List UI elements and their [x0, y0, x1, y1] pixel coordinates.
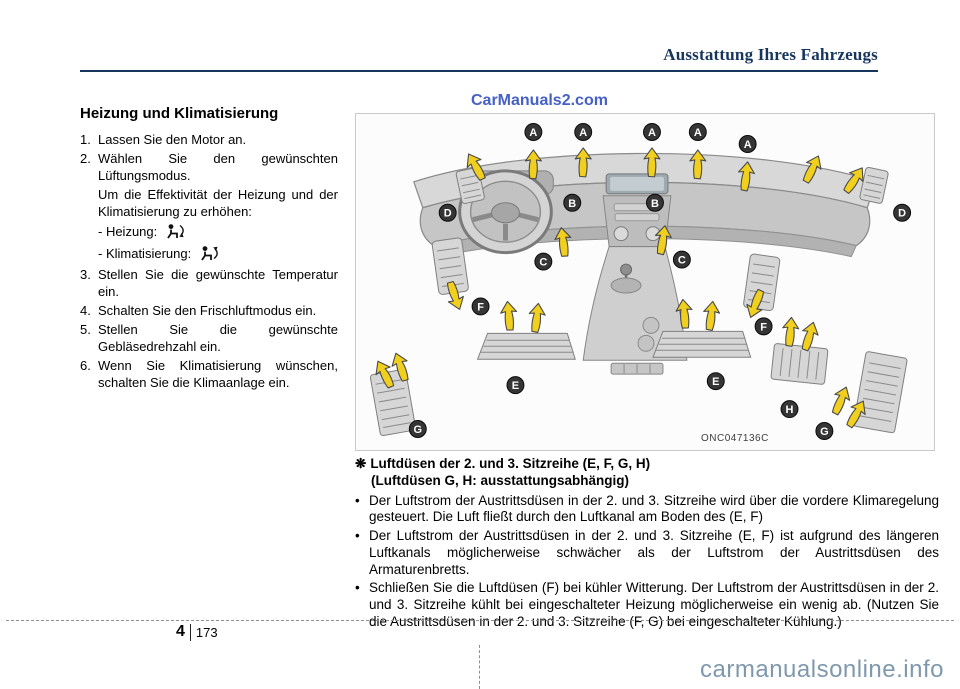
svg-text:E: E: [511, 380, 520, 393]
heating-mode-line: [80, 223, 338, 240]
vent-label-c: [535, 253, 552, 270]
bullet-marker: •: [355, 580, 360, 596]
svg-text:B: B: [568, 197, 577, 210]
page-number-divider: [190, 624, 191, 641]
note-text: Der Luftstrom der Austrittsdüsen in der 2. und 3. Sitzreihe (E, F) ist aufgrund des längeren Luftkanals möglicherweise schwächer als der Luftstrom der Austrittsdüsen des Armaturenbretts.: [369, 528, 939, 577]
notes-title-text: Luftdüsen der 2. und 3. Sitzreihe (E, F, G, H): [370, 456, 651, 471]
step-3: [80, 267, 338, 301]
step-text: Wählen Sie den gewünschten Lüftungsmodus.: [98, 150, 338, 183]
svg-text:F: F: [760, 321, 767, 334]
svg-text:B: B: [651, 197, 659, 210]
step-number: 5.: [80, 322, 91, 338]
vent-label-e: [507, 377, 524, 394]
heating-airflow-icon: [164, 223, 188, 240]
section-heading: Heizung und Klimatisierung: [80, 105, 279, 122]
step-text: Lassen Sie den Motor an.: [98, 132, 247, 147]
bullet-marker: •: [355, 528, 360, 544]
vent-label-f: [472, 298, 489, 315]
vent-label-h: [781, 401, 798, 418]
page-title: Ausstattung Ihres Fahrzeugs: [663, 45, 878, 64]
cooling-label: - Klimatisierung:: [98, 245, 192, 261]
svg-text:A: A: [579, 127, 588, 140]
step-number: 3.: [80, 267, 91, 283]
vent-label-a: [689, 124, 706, 141]
page-number: [176, 623, 218, 641]
vent-label-c: [673, 251, 690, 268]
svg-text:C: C: [677, 254, 686, 267]
svg-text:G: G: [820, 425, 829, 438]
vent-label-g: [816, 423, 833, 440]
quarter-vent-left: [370, 369, 416, 436]
svg-text:D: D: [443, 207, 452, 220]
vent-label-b: [646, 194, 663, 211]
step-2-intro: Um die Effektivität der Heizung und der Klimatisierung zu erhöhen:: [98, 186, 338, 219]
vent-label-b: [564, 194, 581, 211]
vent-label-a: [525, 124, 542, 141]
svg-text:D: D: [898, 207, 907, 220]
page-number-value: 173: [195, 624, 218, 640]
step-number: 2.: [80, 150, 91, 166]
chapter-number: 4: [176, 623, 185, 640]
step-text: Stellen Sie die gewünschte Gebläsedrehzahl ein.: [98, 322, 338, 355]
step-text: Schalten Sie den Frischluftmodus ein.: [98, 303, 317, 319]
vent-label-a: [739, 136, 756, 153]
svg-text:H: H: [785, 404, 794, 417]
center-fold-dashed-line: [479, 645, 480, 689]
console-rear-vent: [771, 343, 828, 384]
vent-label-g: [409, 421, 426, 438]
step-number: 6.: [80, 357, 91, 373]
note-text: Der Luftstrom der Austrittsdüsen in der 2. und 3. Sitzreihe wird über die vordere Klimaregelung gesteuert. Die Luft fließt durch den Luftkanal am Boden des (E, F): [369, 492, 939, 525]
vent-label-d: [894, 204, 911, 221]
notes-section: [355, 456, 939, 631]
asterisk-marker: ❋: [355, 456, 367, 471]
cooling-mode-line: [80, 245, 338, 262]
svg-text:A: A: [529, 127, 538, 140]
figure-caption: ONC047136C: [701, 433, 769, 444]
vent-label-a: [575, 124, 592, 141]
pillar-vent-right: [743, 254, 780, 311]
vent-label-d: [439, 204, 456, 221]
quarter-vent-right: [853, 351, 907, 433]
bullet-marker: •: [355, 492, 360, 508]
svg-text:C: C: [539, 256, 548, 269]
note-bullet-3: [355, 580, 939, 630]
vent-label-e: [707, 373, 724, 390]
underseat-vent-left: [478, 333, 576, 359]
note-bullet-1: [355, 493, 939, 526]
notes-title: [355, 456, 939, 473]
step-5: [80, 322, 338, 356]
svg-text:A: A: [648, 127, 656, 140]
svg-text:E: E: [712, 376, 720, 389]
watermark-bottom: carmanualsonline.info: [700, 656, 944, 683]
svg-text:G: G: [413, 423, 423, 436]
dashboard-illustration: [356, 114, 934, 450]
heating-label: - Heizung:: [98, 223, 158, 239]
step-text: Stellen Sie die gewünschte Temperatur ein.: [98, 267, 338, 300]
dashboard-figure: [355, 113, 935, 451]
footer-dashed-line: [6, 620, 954, 621]
svg-text:F: F: [477, 301, 484, 314]
note-bullet-2: [355, 528, 939, 578]
step-number: 4.: [80, 303, 91, 319]
step-text: Wenn Sie Klimatisierung wünschen, schalten Sie die Klimaanlage ein.: [98, 357, 338, 390]
cooling-airflow-icon: [198, 245, 222, 262]
step-6: [80, 358, 338, 392]
vent-label-a: [644, 124, 661, 141]
svg-text:A: A: [743, 138, 752, 151]
header-divider: [80, 70, 878, 72]
step-2: [80, 151, 338, 185]
left-column: [80, 105, 338, 394]
notes-subtitle: (Luftdüsen G, H: ausstattungsabhängig): [371, 472, 629, 488]
svg-text:A: A: [693, 127, 702, 140]
step-1: [80, 132, 338, 149]
vent-label-f: [755, 318, 772, 335]
door-vent-right: [859, 167, 888, 204]
watermark-top: CarManuals2.com: [471, 92, 608, 109]
underseat-vent-right: [653, 331, 751, 357]
step-4: [80, 303, 338, 320]
note-text: Schließen Sie die Luftdüsen (F) bei kühler Witterung. Der Luftstrom der Austrittsdüsen in der 2. und 3. Sitzreihe kühlt bei eingeschalteter Heizung möglicherweise ein wenig ab. (Nutzen Sie die Austrittsdüsen in der 2. und 3. Sitzreihe (F, G) bei eingeschalteter Kühlung.): [369, 580, 939, 629]
step-number: 1.: [80, 132, 91, 147]
